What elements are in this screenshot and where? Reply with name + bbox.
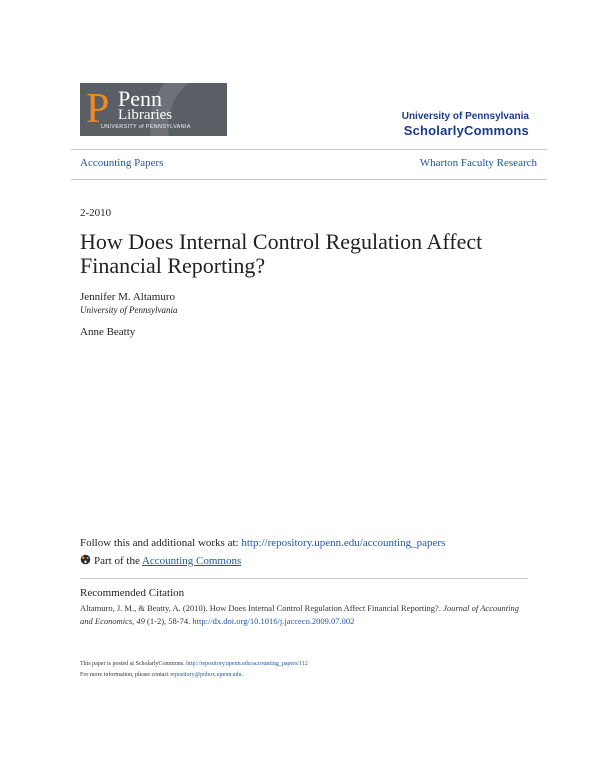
follow-text: Follow this and additional works at: bbox=[80, 537, 242, 549]
follow-line bbox=[80, 537, 445, 549]
author-name: Jennifer M. Altamuro bbox=[80, 291, 176, 303]
publication-date: 2-2010 bbox=[80, 207, 112, 219]
penn-libraries-logo[interactable] bbox=[80, 83, 227, 136]
commons-network-icon bbox=[80, 554, 91, 565]
logo-mark: P bbox=[86, 86, 110, 132]
posted-text: This paper is posted at ScholarlyCommons. bbox=[80, 661, 187, 667]
citation-divider bbox=[80, 578, 528, 579]
part-of-text: Part of the bbox=[94, 555, 142, 567]
repository-name[interactable]: ScholarlyCommons bbox=[403, 123, 529, 138]
contact-line bbox=[80, 672, 243, 678]
accounting-commons-link[interactable]: Accounting Commons bbox=[141, 555, 242, 567]
citation-journal: Journal of Accounting and Economics, 49 bbox=[80, 603, 519, 626]
author-name: Anne Beatty bbox=[80, 326, 136, 338]
logo-name-line1: Penn bbox=[118, 86, 162, 111]
author-affiliation: University of Pennsylvania bbox=[80, 305, 178, 315]
nav-divider bbox=[71, 179, 547, 180]
paper-permalink[interactable]: http://repository.upenn.edu/accounting_papers/112 bbox=[186, 661, 308, 667]
citation-plain: Altamuro, J. M., & Beatty, A. (2010). How Does Internal Control Regulation Affect Financial Reporting?. bbox=[80, 603, 444, 613]
posted-line bbox=[80, 661, 308, 667]
citation-heading: Recommended Citation bbox=[80, 587, 185, 599]
logo-name-line2: Libraries bbox=[118, 107, 173, 123]
contact-text: For more information, please contact bbox=[80, 672, 171, 678]
wharton-faculty-research-link[interactable]: Wharton Faculty Research bbox=[419, 157, 537, 169]
top-divider bbox=[71, 149, 547, 150]
citation-text bbox=[80, 602, 530, 628]
logo-subtitle: UNIVERSITY of PENNSYLVANIA bbox=[101, 124, 191, 130]
doi-link[interactable]: http://dx.doi.org/10.1016/j.jacceco.2009.07.002 bbox=[192, 616, 355, 626]
institution-name[interactable]: University of Pennsylvania bbox=[401, 111, 529, 122]
paper-title: How Does Internal Control Regulation Affect Financial Reporting? bbox=[80, 229, 483, 278]
collection-url-link[interactable]: http://repository.upenn.edu/accounting_papers bbox=[241, 537, 446, 549]
citation-volume-pages: (1-2), 58-74. bbox=[144, 616, 193, 626]
part-of-line bbox=[80, 554, 241, 567]
contact-end: . bbox=[241, 672, 243, 678]
contact-email-link[interactable]: repository@pobox.upenn.edu bbox=[170, 672, 242, 678]
accounting-papers-link[interactable]: Accounting Papers bbox=[80, 157, 164, 169]
